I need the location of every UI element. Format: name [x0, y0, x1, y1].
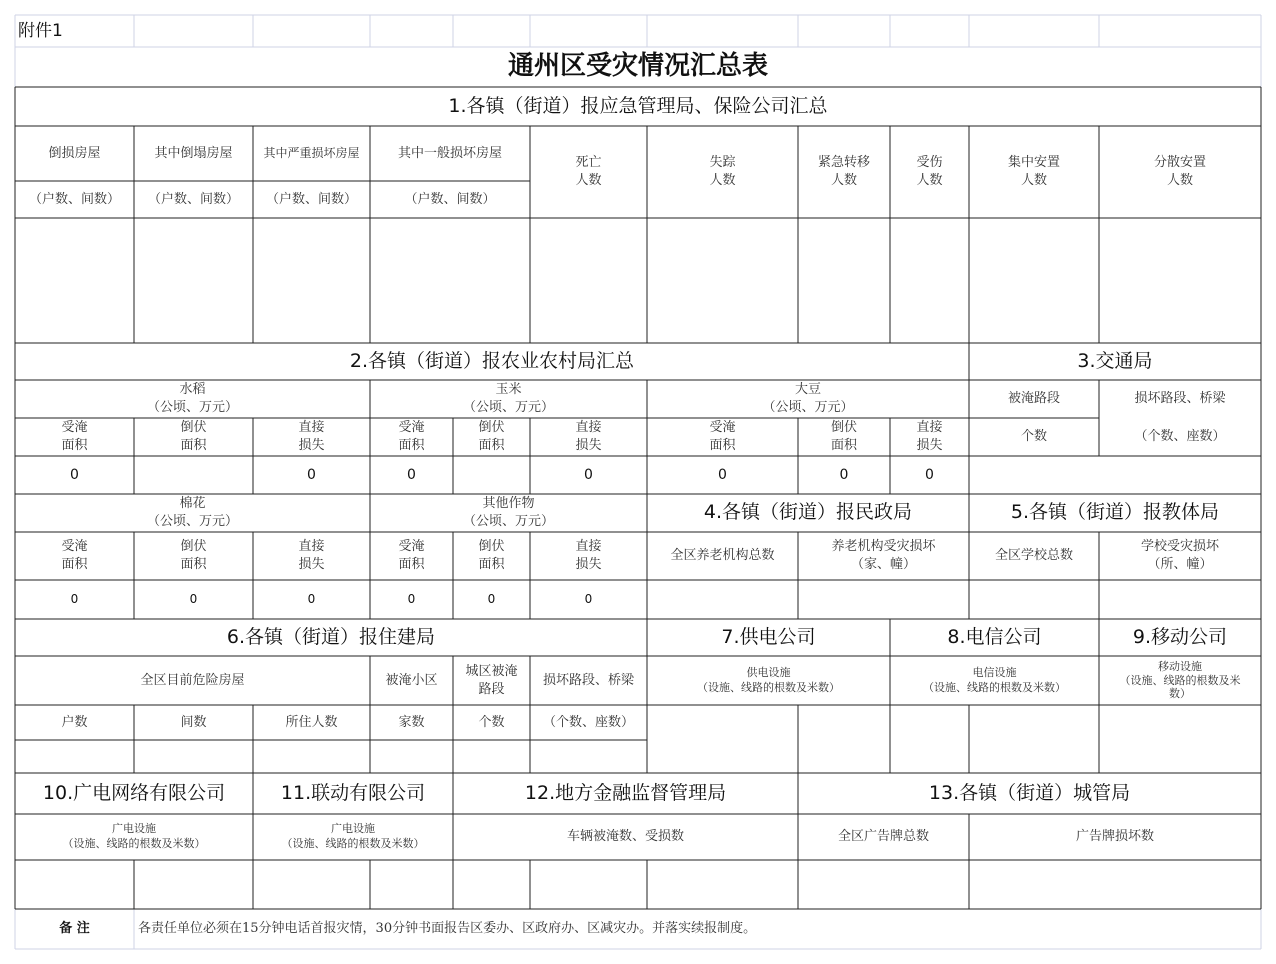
- value-cell: 0: [407, 466, 416, 483]
- section-9-title: 9.移动公司: [1132, 625, 1228, 648]
- sub-flooded-area: 受淹 面积: [709, 420, 736, 453]
- value-cell: 0: [839, 466, 849, 483]
- sub-flooded-area: 受淹 面积: [398, 539, 425, 572]
- col-unit: （户数、间数）: [147, 191, 239, 207]
- remarks-label: 备 注: [59, 921, 90, 937]
- value-cell: [453, 456, 530, 494]
- attachment-label: 附件1: [18, 20, 63, 41]
- crop-cotton: 棉花 （公顷、万元）: [146, 496, 238, 529]
- value-cell: 0: [925, 466, 934, 483]
- crop-other: 其他作物 （公顷、万元）: [462, 496, 554, 529]
- section-11-title: 11.联动有限公司: [280, 781, 426, 804]
- col-label-collapsed: 其中倒塌房屋: [154, 145, 233, 161]
- sub-flooded-area: 受淹 面积: [61, 420, 88, 453]
- col-label-mobile-facilities: 移动设施 （设施、线路的根数及米 数）: [1119, 659, 1241, 701]
- col-label-deaths: 死亡 人数: [575, 155, 602, 188]
- col-label-dangerous-houses: 全区目前危险房屋: [140, 672, 245, 688]
- sub-lodged-area: 倒伏 面积: [180, 539, 207, 572]
- col-label-power-facilities: 供电设施 （设施、线路的根数及米数）: [697, 665, 840, 694]
- col-label-vehicles-flooded: 车辆被淹数、受损数: [566, 829, 684, 845]
- unit-households: 户数: [61, 714, 88, 730]
- unit-count-seats: （个数、座数）: [542, 714, 634, 730]
- section-10-title: 10.广电网络有限公司: [42, 781, 226, 804]
- sub-direct-loss: 直接 损失: [575, 539, 602, 572]
- sub-lodged-area: 倒伏 面积: [180, 420, 207, 453]
- value-cell: 0: [407, 592, 416, 607]
- col-label-urban-flooded-roads: 城区被淹 路段: [465, 663, 518, 697]
- col-label-damaged-roads-bridges: 损坏路段、桥梁: [542, 672, 634, 688]
- col-label-billboards-damaged: 广告牌损坏数: [1075, 829, 1154, 845]
- sub-direct-loss: 直接 损失: [298, 420, 325, 453]
- value-cell: 0: [70, 592, 79, 607]
- sub-direct-loss: 直接 损失: [298, 539, 325, 572]
- col-label-injured: 受伤 人数: [916, 155, 943, 188]
- value-cell: 0: [584, 466, 593, 483]
- col-label-flooded-communities: 被淹小区: [385, 672, 438, 688]
- col-label-broadcast-facilities: 广电设施 （设施、线路的根数及米数）: [62, 822, 206, 850]
- col-label-damaged-roads-bridges: 损坏路段、桥梁: [1134, 391, 1226, 407]
- section-4-title: 4.各镇（街道）报民政局: [703, 501, 913, 524]
- section-3-title: 3.交通局: [1077, 349, 1153, 372]
- section-2-title: 2.各镇（街道）报农业农村局汇总: [349, 349, 635, 372]
- sub-direct-loss: 直接 损失: [916, 420, 943, 453]
- value-cell: 0: [307, 466, 316, 483]
- section-6-title: 6.各镇（街道）报住建局: [226, 625, 436, 648]
- value-cell: 0: [307, 592, 316, 607]
- col-unit: （户数、间数）: [28, 191, 120, 207]
- col-label-damaged-houses: 倒损房屋: [48, 145, 101, 161]
- col-label-missing: 失踪 人数: [709, 155, 736, 188]
- unit-rooms: 间数: [180, 714, 207, 730]
- unit-count: 个数: [478, 714, 505, 730]
- sub-lodged-area: 倒伏 面积: [830, 420, 857, 453]
- value-cell: 0: [487, 592, 496, 607]
- sub-lodged-area: 倒伏 面积: [478, 420, 505, 453]
- col-label-evacuated: 紧急转移 人数: [817, 155, 870, 188]
- section-13-title: 13.各镇（街道）城管局: [928, 781, 1131, 804]
- col-label-flooded-roads: 被淹路段: [1007, 391, 1060, 407]
- sub-flooded-area: 受淹 面积: [61, 539, 88, 572]
- unit-count: 家数: [398, 714, 425, 730]
- page-title: 通州区受灾情况汇总表: [507, 51, 768, 82]
- col-label-schools-total: 全区学校总数: [994, 548, 1073, 564]
- crop-soybean: 大豆 （公顷、万元）: [762, 382, 854, 415]
- value-cell: [134, 456, 253, 494]
- col-label-central-shelter: 集中安置 人数: [1007, 155, 1060, 188]
- col-unit: （户数、间数）: [265, 191, 357, 207]
- unit-count: 个数: [1020, 429, 1047, 445]
- sub-direct-loss: 直接 损失: [575, 420, 602, 453]
- crop-rice: 水稻 （公顷、万元）: [146, 382, 238, 415]
- section-7-title: 7.供电公司: [721, 625, 816, 648]
- col-label-general: 其中一般损坏房屋: [397, 145, 502, 161]
- col-label-broadcast-facilities: 广电设施 （设施、线路的根数及米数）: [281, 822, 425, 850]
- sub-lodged-area: 倒伏 面积: [478, 539, 505, 572]
- col-unit: （户数、间数）: [404, 191, 496, 207]
- section-5-title: 5.各镇（街道）报教体局: [1010, 501, 1220, 524]
- col-label-elderly-facilities-damaged: 养老机构受灾损坏 （家、幢）: [831, 539, 936, 572]
- section-1-title: 1.各镇（街道）报应急管理局、保险公司汇总: [448, 94, 828, 117]
- crop-corn: 玉米 （公顷、万元）: [462, 382, 554, 415]
- unit-count-seats: （个数、座数）: [1134, 429, 1226, 445]
- col-label-elderly-facilities-total: 全区养老机构总数: [670, 548, 775, 564]
- value-cell: 0: [70, 466, 79, 483]
- value-cell: 0: [718, 466, 727, 483]
- section-8-title: 8.电信公司: [947, 625, 1042, 648]
- section-12-title: 12.地方金融监督管理局: [524, 781, 727, 804]
- col-label-billboards-total: 全区广告牌总数: [837, 829, 929, 845]
- value-cell: 0: [584, 592, 593, 607]
- sub-flooded-area: 受淹 面积: [398, 420, 425, 453]
- col-label-dispersed-shelter: 分散安置 人数: [1153, 155, 1206, 188]
- unit-residents: 所住人数: [285, 714, 338, 730]
- col-label-severe: 其中严重损坏房屋: [263, 146, 360, 161]
- remarks-text: 各责任单位必须在15分钟电话首报灾情，30分钟书面报告区委办、区政府办、区减灾办。并落实续报制度。: [138, 921, 757, 937]
- value-cell: 0: [189, 592, 198, 607]
- col-label-schools-damaged: 学校受灾损坏 （所、幢）: [1140, 539, 1219, 572]
- col-label-telecom-facilities: 电信设施 （设施、线路的根数及米数）: [923, 665, 1066, 694]
